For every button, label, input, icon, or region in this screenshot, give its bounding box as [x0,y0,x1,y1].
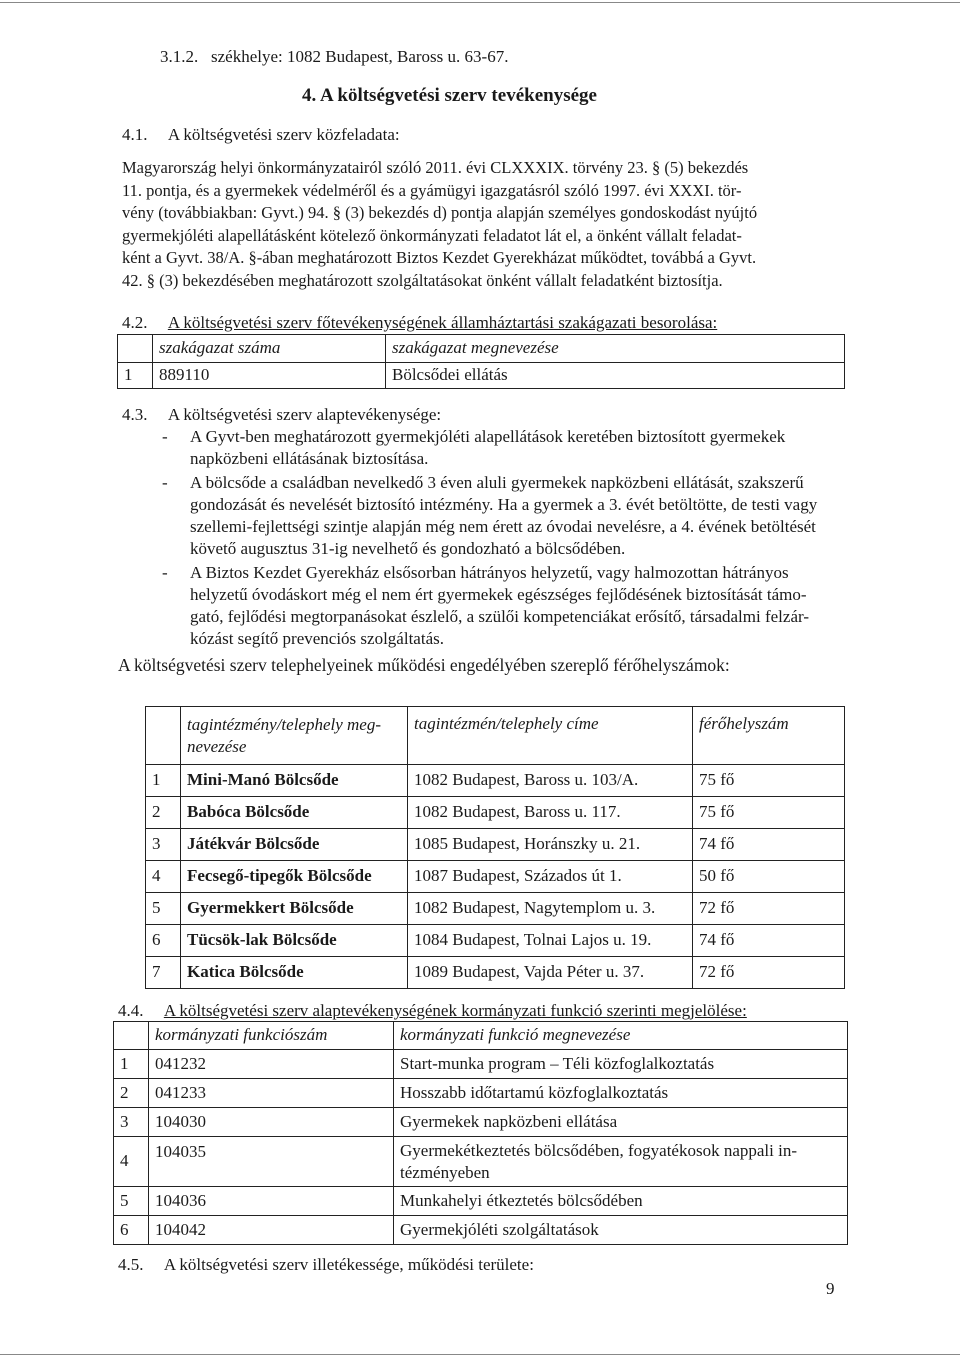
table-row [146,893,845,925]
facility-capacity: 50 fő [693,861,845,893]
row-number: 6 [146,925,181,957]
function-code: 104035 [149,1137,394,1187]
section-312-text: székhelye: 1082 Budapest, Baross u. 63-67. [211,47,509,66]
row-number: 5 [114,1187,149,1216]
column-header: szakágazat száma [153,335,386,363]
function-code: 104036 [149,1187,394,1216]
table-row [114,1079,848,1108]
list-item-line: követő augusztus 31-ig nevelhető és gondozható a bölcsődében. [190,539,626,558]
section-45-title: A költségvetési szerv illetékessége, működési területe: [163,1255,534,1274]
facility-capacity: 74 fő [693,925,845,957]
function-name: Start-munka program – Téli közfoglalkoztatás [394,1050,848,1079]
paragraph-line: gyermekjóléti alapellátásként kötelező önkormányzati feladatot lát el, a önként vállalt feladat- [122,225,742,245]
section-42-heading [122,312,717,334]
function-name: Gyermekjóléti szolgáltatások [394,1216,848,1245]
section-312-number: 3.1.2. [160,47,199,66]
table-row [146,861,845,893]
section-42-title: A költségvetési szerv főtevékenységének államháztartási szakágazati besorolása: [167,313,718,332]
section-43-number: 4.3. [122,405,148,424]
function-name [394,1137,848,1187]
table-row [114,1187,848,1216]
section-44-number: 4.4. [118,1001,144,1020]
facility-name: Babóca Bölcsőde [181,797,408,829]
section-43-title: A költségvetési szerv alaptevékenysége: [167,405,442,424]
list-item-line: napközbeni ellátásának biztosítása. [190,449,429,468]
facility-name: Katica Bölcsőde [181,957,408,989]
row-number: 4 [146,861,181,893]
activity-list [162,426,842,650]
section-44-heading [118,1000,747,1022]
page-number: 9 [826,1279,835,1298]
row-number: 2 [146,797,181,829]
list-item-line: gondozását és nevelését biztosító intézmény. Ha a gyermek a 3. évét betöltötte, de testi vagy [190,495,818,514]
capacity-title: A költségvetési szerv telephelyeinek működési engedélyében szereplő férőhelyszámok: [118,655,730,675]
facility-name: Fecsegő-tipegők Bölcsőde [181,861,408,893]
row-number: 5 [146,893,181,925]
column-header [181,707,408,765]
function-name: Hosszabb időtartamú közfoglalkoztatás [394,1079,848,1108]
column-header-line: nevezése [187,736,247,756]
section-45-heading [118,1254,534,1276]
paragraph-line: vény (továbbiakban: Gyvt.) 94. § (3) bekezdés d) pontja alapján személyes gondoskodást nyújtó [122,203,758,222]
facility-address: 1082 Budapest, Nagytemplom u. 3. [408,893,693,925]
row-number: 3 [114,1108,149,1137]
list-item-line: A bölcsőde a családban nevelkedő 3 éven aluli gyermekek napközbeni ellátását, szakszerű [190,473,804,492]
table-cell [146,707,181,765]
row-number: 1 [114,1050,149,1079]
section-41-paragraph [122,157,842,292]
list-item-line: szellemi-fejlettségi szintje alapján még nem érett az óvodai nevelésre, a 4. évének betöltését [190,517,816,536]
bottom-scan-line [0,1354,960,1355]
paragraph-line: 11. pontja, és a gyermekek védelméről és a gyámügyi igazgatásról szóló 1997. évi XXXI. tör- [122,180,742,200]
table-row [146,765,845,797]
dash-bullet: - [162,473,168,492]
facility-address: 1082 Budapest, Baross u. 103/A. [408,765,693,797]
list-item-line: kózást segítő prevenciós szolgáltatás. [190,629,444,648]
facility-address: 1085 Budapest, Horánszky u. 21. [408,829,693,861]
list-item-line: A Gyvt-ben meghatározott gyermekjóléti alapellátások keretében biztosított gyermekek [190,427,786,446]
function-name: Munkahelyi étkeztetés bölcsődében [394,1187,848,1216]
column-header-line: tagintézmény/telephely meg- [187,714,382,734]
government-function-table [113,1021,848,1245]
row-number: 2 [114,1079,149,1108]
table-row [146,797,845,829]
row-number: 3 [146,829,181,861]
section-41-title: A költségvetési szerv közfeladata: [167,125,400,144]
facility-capacity: 75 fő [693,797,845,829]
list-item [162,426,842,470]
top-scan-line [0,2,960,3]
facility-name: Tücsök-lak Bölcsőde [181,925,408,957]
table-row [146,829,845,861]
list-item-line: gató, fejlődési megtorpanásokat észlelő, a szülői kompetenciákat erősítő, társadalmi felzár- [190,607,809,626]
facility-name: Játékvár Bölcsőde [181,829,408,861]
facility-capacity: 72 fő [693,957,845,989]
facility-capacity: 72 fő [693,893,845,925]
section-312 [160,46,508,68]
column-header: kormányzati funkciószám [149,1022,394,1050]
section-43-heading [122,404,441,426]
facility-name: Mini-Manó Bölcsőde [181,765,408,797]
column-header: tagintézmén/telephely címe [408,707,693,765]
table-header-row [146,707,845,765]
row-number: 7 [146,957,181,989]
dash-bullet: - [162,427,168,446]
sector-table [117,334,845,389]
function-name-line: tézményeben [400,1162,490,1182]
paragraph-line: 42. § (3) bekezdésében meghatározott szolgáltatásokat önként vállalt feladatként biztosítja. [122,270,723,290]
table-row [146,925,845,957]
row-number: 1 [118,363,153,389]
facility-address: 1082 Budapest, Baross u. 117. [408,797,693,829]
dash-bullet: - [162,563,168,582]
table-row [114,1108,848,1137]
paragraph-line: ként a Gyvt. 38/A. §-ában meghatározott Biztos Kezdet Gyerekházat működtet, továbbá a Gyvt. [122,248,757,267]
column-header: kormányzati funkció megnevezése [394,1022,848,1050]
list-item [162,562,842,650]
section-44-title: A költségvetési szerv alaptevékenységének kormányzati funkció szerinti megjelölése: [163,1001,747,1020]
section-41-heading [122,124,400,146]
table-header-row [118,335,845,363]
facility-capacity: 75 fő [693,765,845,797]
capacity-table [145,706,845,989]
table-row [114,1216,848,1245]
section-45-number: 4.5. [118,1255,144,1274]
table-row [114,1050,848,1079]
facility-address: 1087 Budapest, Százados út 1. [408,861,693,893]
section-41-number: 4.1. [122,125,148,144]
column-header: férőhelyszám [693,707,845,765]
facility-name: Gyermekkert Bölcsőde [181,893,408,925]
row-number: 1 [146,765,181,797]
facility-capacity: 74 fő [693,829,845,861]
row-number: 6 [114,1216,149,1245]
list-item-line: A Biztos Kezdet Gyerekház elsősorban hátrányos helyzetű, vagy halmozottan hátrányos [190,563,789,582]
table-header-row [114,1022,848,1050]
function-code: 041232 [149,1050,394,1079]
table-cell [118,335,153,363]
chapter-title: 4. A költségvetési szerv tevékenysége [302,85,597,106]
list-item [162,472,842,560]
section-42-number: 4.2. [122,313,148,332]
function-code: 041233 [149,1079,394,1108]
function-name-line: Gyermekétkeztetés bölcsődében, fogyatékosok nappali in- [400,1140,798,1160]
facility-address: 1084 Budapest, Tolnai Lajos u. 19. [408,925,693,957]
table-row [114,1137,848,1187]
column-header: szakágazat megnevezése [386,335,845,363]
sector-name: Bölcsődei ellátás [386,363,845,389]
table-cell [114,1022,149,1050]
sector-code: 889110 [153,363,386,389]
list-item-line: helyzetű óvodáskort még el nem ért gyermekek egészséges fejlődésének biztosítását támo- [190,585,807,604]
facility-address: 1089 Budapest, Vajda Péter u. 37. [408,957,693,989]
function-code: 104030 [149,1108,394,1137]
function-code: 104042 [149,1216,394,1245]
paragraph-line: Magyarország helyi önkormányzatairól szóló 2011. évi CLXXXIX. törvény 23. § (5) bekezdés [122,158,749,177]
function-name: Gyermekek napközbeni ellátása [394,1108,848,1137]
table-row [146,957,845,989]
table-row [118,363,845,389]
row-number: 4 [114,1137,149,1187]
